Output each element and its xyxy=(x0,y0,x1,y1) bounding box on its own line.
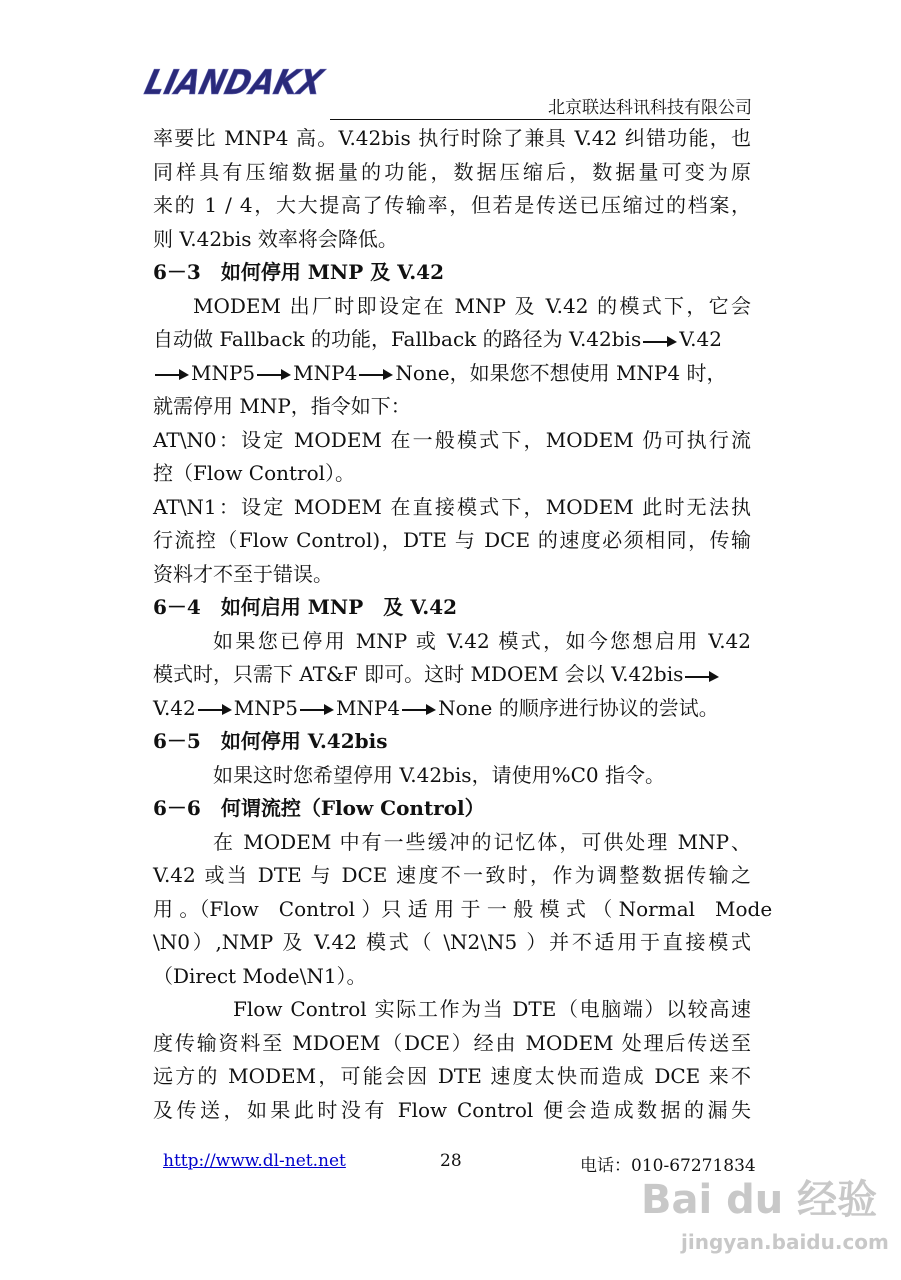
arrow-right-icon xyxy=(300,703,334,715)
text-line: 远方的 MODEM，可能会因 DTE 速度太快而造成 DCE 来不 xyxy=(153,1064,751,1088)
text-segment: None，如果您不想使用 MNP4 时， xyxy=(395,360,727,385)
text-line: 如果这时您希望停用 V.42bis，请使用%C0 指令。 xyxy=(213,762,665,787)
section-heading: 6－5 如何停用 V.42bis xyxy=(153,729,388,753)
text-line: AT\N0：设定 MODEM 在一般模式下，MODEM 仍可执行流 xyxy=(153,427,751,452)
text-segment: V.42 xyxy=(679,327,722,351)
text-line: 如果您已停用 MNP 或 V.42 模式，如今您想启用 V.42 xyxy=(213,628,751,653)
text-line-with-arrows xyxy=(153,692,751,725)
text-line: MODEM 出厂时即设定在 MNP 及 V.42 的模式下，它会 xyxy=(193,293,751,318)
text-line: 同样具有压缩数据量的功能，数据压缩后，数据量可变为原 xyxy=(153,159,751,184)
text-line: 则 V.42bis 效率将会降低。 xyxy=(153,226,398,251)
text-line: 率要比 MNP4 高。V.42bis 执行时除了兼具 V.42 纠错功能，也 xyxy=(153,126,751,150)
text-line-with-arrows xyxy=(153,658,751,691)
arrow-right-icon xyxy=(402,703,436,715)
text-line: AT\N1：设定 MODEM 在直接模式下，MODEM 此时无法执 xyxy=(153,494,751,519)
text-segment: 模式时，只需下 AT&F 即可。这时 MDOEM 会以 V.42bis xyxy=(153,662,684,686)
text-segment: 自动做 Fallback 的功能，Fallback 的路径为 V.42bis xyxy=(153,327,642,351)
text-segment: MNP4 xyxy=(335,695,401,720)
arrow-right-icon xyxy=(643,335,677,347)
page-number: 28 xyxy=(440,1151,462,1171)
logo-text: LIANDAKX xyxy=(140,63,347,103)
company-name: 北京联达科讯科技有限公司 xyxy=(548,98,752,118)
arrow-right-icon xyxy=(198,703,232,715)
arrow-right-icon xyxy=(257,368,291,380)
text-segment: MNP4 xyxy=(293,360,358,385)
text-line: V.42 或当 DTE 与 DCE 速度不一致时，作为调整数据传输之 xyxy=(153,863,751,887)
text-line: 用 。（Flow Control ）只 适 用 于 一 般 模 式 （ Normal Mode xyxy=(153,896,773,921)
arrow-right-icon xyxy=(359,368,393,380)
arrow-right-icon xyxy=(155,368,189,380)
watermark-brand: Bai du 经验 xyxy=(641,1177,878,1223)
section-heading: 6－6 何谓流控（Flow Control） xyxy=(153,796,485,820)
text-line: \N0）,NMP 及 V.42 模式（ \N2\N5 ）并不适用于直接模式 xyxy=(153,930,751,954)
text-line: （Direct Mode\N1）。 xyxy=(153,963,367,988)
section-heading: 6－4 如何启用 MNP 及 V.42 xyxy=(153,595,458,619)
company-logo xyxy=(140,58,347,104)
watermark-site: jingyan.baidu.com xyxy=(681,1230,889,1254)
header-rule xyxy=(330,119,750,120)
text-line: 度传输资料至 MDOEM（DCE）经由 MODEM 处理后传送至 xyxy=(153,1030,751,1055)
text-segment: V.42 xyxy=(153,695,196,720)
text-segment: MNP5 xyxy=(191,360,256,385)
baidu-watermark xyxy=(641,1163,889,1263)
text-line: 行流控（Flow Control)，DTE 与 DCE 的速度必须相同，传输 xyxy=(153,528,751,552)
text-line: 来的 1 / 4，大大提高了传输率，但若是传送已压缩过的档案， xyxy=(153,193,751,217)
arrow-right-icon xyxy=(685,670,719,682)
footer-phone: 电话：010-67271834 xyxy=(580,1156,756,1176)
text-segment: None 的顺序进行协议的尝试。 xyxy=(438,695,719,720)
text-line-with-arrows xyxy=(153,357,751,390)
footer-url-link[interactable]: http://www.dl-net.net xyxy=(163,1151,346,1171)
text-line: 在 MODEM 中有一些缓冲的记忆体，可供处理 MNP、 xyxy=(213,829,751,854)
text-line: Flow Control 实际工作为当 DTE（电脑端）以较高速 xyxy=(233,997,751,1021)
section-heading: 6－3 如何停用 MNP 及 V.42 xyxy=(153,260,444,284)
text-line: 及传送，如果此时没有 Flow Control 便会造成数据的漏失 xyxy=(153,1097,751,1122)
text-line: 就需停用 MNP，指令如下： xyxy=(153,394,411,418)
text-line: 控（Flow Control）。 xyxy=(153,461,356,485)
text-line: 资料才不至于错误。 xyxy=(153,561,333,586)
text-line-with-arrows xyxy=(153,323,751,356)
text-segment: MNP5 xyxy=(233,695,298,720)
